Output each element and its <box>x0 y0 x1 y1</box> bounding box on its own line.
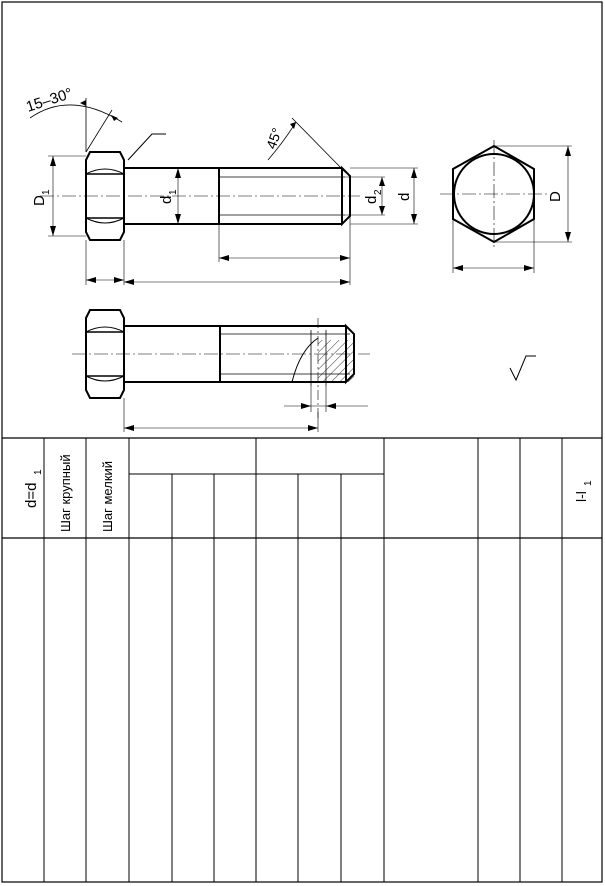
drawing-labels <box>24 85 564 206</box>
header-d-eq-d1: d=d <box>23 482 40 508</box>
label-d2: d <box>363 195 380 204</box>
bolt-with-hole-view <box>72 310 536 432</box>
header-fine-pitch: Шаг мелкий <box>100 460 115 532</box>
header-coarse-pitch: Шаг крупный <box>58 454 73 532</box>
label-d1-sub: 1 <box>168 189 179 195</box>
angle-line-b <box>86 110 112 152</box>
label-D1-sub: 1 <box>41 189 52 195</box>
chamfer-45-line <box>292 118 345 172</box>
angle-arrow <box>80 100 86 106</box>
roughness-symbol <box>510 356 536 380</box>
header-l-l1: l-l <box>573 491 589 502</box>
label-D1: D <box>31 195 48 206</box>
chamfer-45-arrow <box>290 122 296 129</box>
angle-head-label: 15–30° <box>23 84 75 116</box>
hex-end-view <box>440 140 572 273</box>
table-headers <box>23 454 594 532</box>
header-l-l1-sub: 1 <box>583 480 594 486</box>
label-d1: d <box>158 195 175 204</box>
label-D: D <box>547 191 564 202</box>
section-break <box>292 338 318 382</box>
head-chamfer-leader <box>128 134 166 160</box>
angle-arrow-2 <box>111 115 118 121</box>
header-d-eq-d1-sub: 1 <box>33 469 44 475</box>
label-d2-sub: 2 <box>373 189 384 195</box>
bolt-side-view <box>30 98 418 285</box>
sheet-border <box>2 2 602 882</box>
angle-chamfer-label: 45° <box>262 125 286 152</box>
parameter-table <box>2 438 602 882</box>
label-d: d <box>396 192 413 201</box>
hole-hatch-area <box>318 340 354 382</box>
